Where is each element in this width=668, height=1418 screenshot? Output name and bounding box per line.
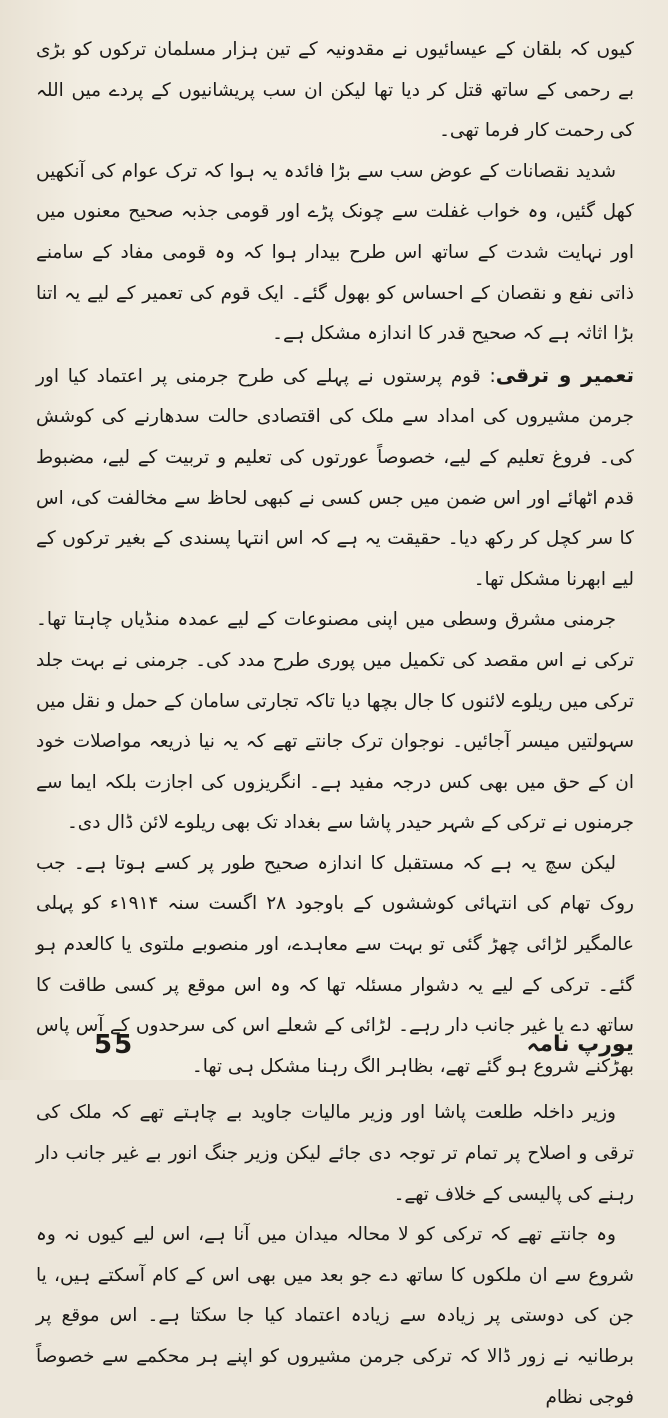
paragraph-5: لیکن سچ یہ ہے کہ مستقبل کا اندازہ صحیح طور پر کسے ہوتا ہے۔ جب روک تھام کی انتہائی کوششوں کے باوجود ۲۸ اگست سنہ ۱۹۱۴ء کو پہلی عالمگیر لڑائی چھڑ گئی تو بہت سے معاہدے، اور منصوبے ملتوی یا کالعدم ہو گئے۔ ترکی کے لیے یہ دشوار مسئلہ تھا کہ وہ اس موقع پر کسی طاقت کا ساتھ دے یا غیر جانب دار رہے۔ لڑائی کے شعلے اس کی سرحدوں کے آس پاس بھڑکنے شروع ہو گئے تھے، بظاہر الگ رہنا مشکل ہی تھا۔ (36, 852, 634, 1077)
book-title: یورپ نامہ (526, 1032, 634, 1057)
paragraph-3 (36, 355, 634, 601)
paragraph-1: کیوں کہ بلقان کے عیسائیوں نے مقدونیہ کے تین ہزار مسلمان ترکوں کو بڑی بے رحمی کے ساتھ قتل کر دیا تھا لیکن ان سب پریشانیوں کے پردے میں اللہ کی رحمت کار فرما تھی۔ (36, 39, 634, 142)
paragraph-4: جرمنی مشرق وسطی میں اپنی مصنوعات کے لیے عمدہ منڈیاں چاہتا تھا۔ ترکی نے اس مقصد کی تکمیل میں پوری طرح مدد کی۔ جرمنی نے بہت جلد ترکی میں ریلوے لائنوں کا جال بچھا دیا تاکہ تجارتی سامان کے حمل و نقل میں سہولتیں میسر آجائیں۔ نوجوان ترک جانتے تھے کہ یہ نیا ذریعہ مواصلات خود ان کے حق میں بھی کس درجہ مفید ہے۔ انگریزوں کی اجازت بلکہ ایما سے جرمنوں نے ترکی کے شہر حیدر پاشا سے بغداد تک بھی ریلوے لائن ڈال دی۔ (36, 609, 634, 834)
paragraph-2: شدید نقصانات کے عوض سب سے بڑا فائدہ یہ ہوا کہ ترک عوام کی آنکھیں کھل گئیں، وہ خواب غفلت سے چونک پڑے اور قومی جذبہ صحیح معنوں میں اور نہایت شدت کے ساتھ اس طرح بیدار ہوا کہ وہ قومی مفاد کے سامنے ذاتی نفع و نقصان کے احساس کو بھول گئے۔ ایک قوم کی تعمیر کے لیے یہ اتنا بڑا اثاثہ ہے کہ صحیح قدر کا اندازہ مشکل ہے۔ (36, 160, 634, 345)
page-footer (36, 1028, 634, 1068)
paragraph-7: وہ جانتے تھے کہ ترکی کو لا محالہ میدان میں آنا ہے، اس لیے کیوں نہ وہ شروع سے ان ملکوں کا ساتھ دے جو بعد میں بھی اس کے کام آسکتے ہیں، یا جن کی دوستی پر زیادہ سے زیادہ اعتماد کیا جا سکتا ہے۔ اس موقع پر برطانیہ نے زور ڈالا کہ ترکی جرمن مشیروں کو اپنے ہر محکمے سے خصوصاً فوجی نظام (36, 1224, 634, 1408)
page-body (36, 30, 634, 1418)
section-heading: تعمیر و ترقی (495, 362, 634, 387)
paragraph-3-text: : قوم پرستوں نے پہلے کی طرح جرمنی پر اعتماد کیا اور جرمن مشیروں کی امداد سے ملک کی اقتصادی حالت سدھارنے کی کوشش کی۔ فروغ تعلیم کے لیے، خصوصاً عورتوں کی تعلیم و تربیت کے لیے، مضبوط قدم اٹھائے اور اس ضمن میں جس کسی نے کبھی لحاظ سے مخالفت کی، اس کا سر کچل کر رکھ دیا۔ حقیقت یہ ہے کہ اس انتہا پسندی کے بغیر ترکوں کے لیے ابھرنا مشکل تھا۔ (36, 365, 634, 590)
paragraph-6: وزیر داخلہ طلعت پاشا اور وزیر مالیات جاوید بے چاہتے تھے کہ ملک کی ترقی و اصلاح پر تمام تر توجہ دی جائے لیکن وزیر جنگ انور بے غیر جانب دار رہنے کی پالیسی کے خلاف تھے۔ (36, 1102, 634, 1205)
page-number: 55 (94, 1030, 135, 1060)
